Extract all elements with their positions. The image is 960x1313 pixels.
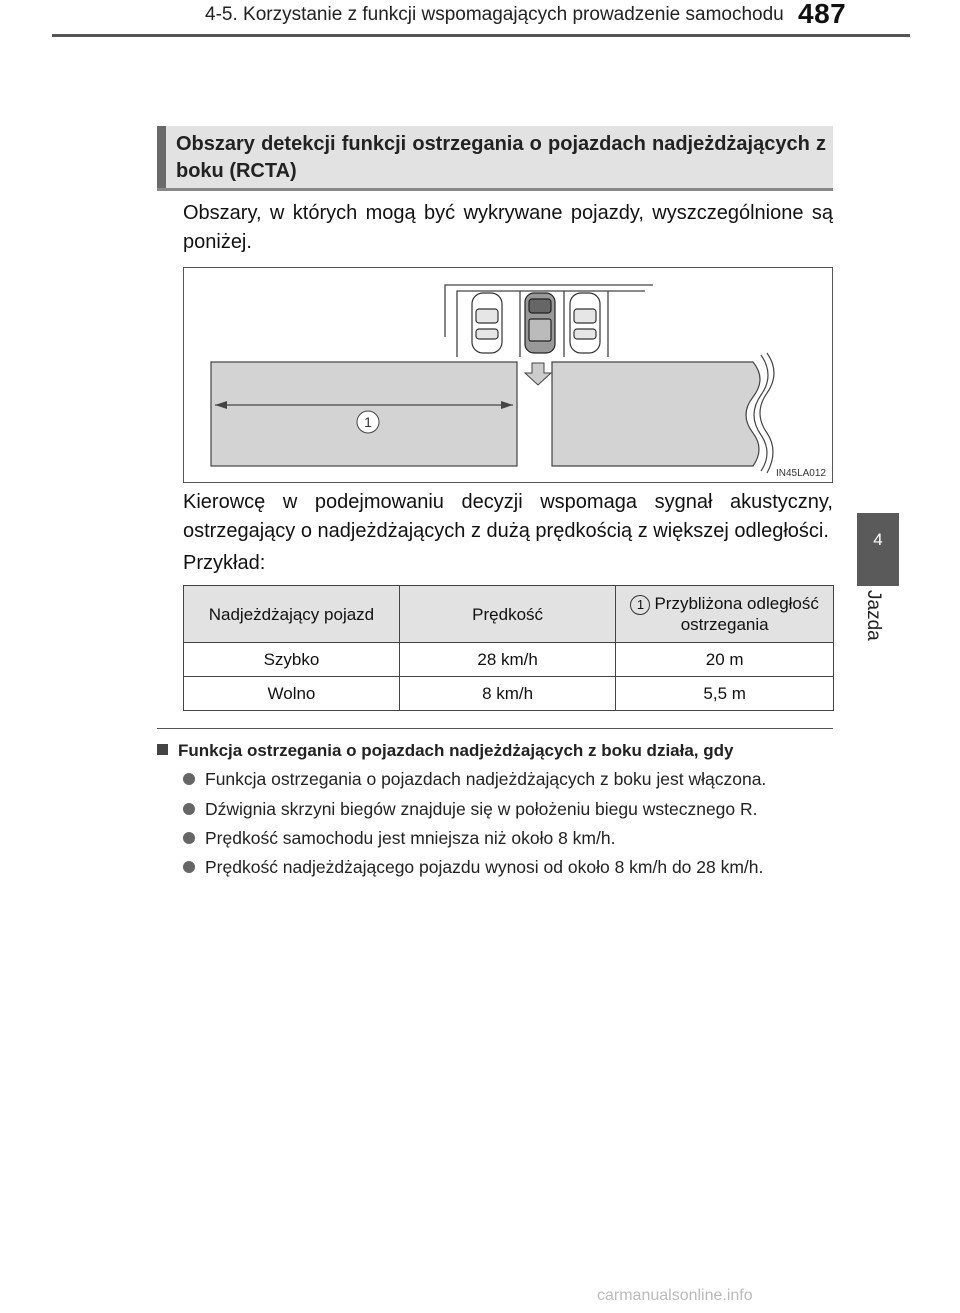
square-bullet-icon — [157, 744, 168, 755]
header-rule — [52, 34, 910, 37]
table-cell: Szybko — [184, 643, 400, 677]
list-item — [183, 828, 615, 849]
header-distance — [616, 586, 834, 643]
intro-paragraph: Obszary, w których mogą być wykrywane pojazdy, wyszczególnione są poniżej. — [183, 202, 833, 253]
footer-watermark: carmanualsonline.info — [597, 1287, 753, 1304]
table-cell: 8 km/h — [399, 677, 615, 711]
warning-distance-table — [183, 585, 834, 711]
detection-area-figure — [183, 267, 833, 483]
figure-code: IN45LA012 — [775, 468, 826, 479]
header-distance-label: Przybliżona odległość ostrzegania — [654, 594, 819, 634]
chapter-number: 4 — [873, 530, 883, 549]
parked-car-right — [570, 293, 600, 353]
parked-car-left — [472, 293, 502, 353]
list-item-text: Dźwignia skrzyni biegów znajduje się w położeniu biegu wstecznego R. — [205, 799, 758, 819]
callout-number: 1 — [364, 414, 372, 430]
table-cell: 20 m — [616, 643, 834, 677]
page-number: 487 — [798, 0, 847, 29]
list-item — [183, 769, 766, 790]
list-item — [183, 857, 763, 878]
table-cell: Wolno — [184, 677, 400, 711]
header-vehicle: Nadjeżdżający pojazd — [184, 586, 400, 643]
right-detection-area — [552, 362, 760, 466]
table-cell: 5,5 m — [616, 677, 834, 711]
table-row — [184, 643, 834, 677]
list-item-text: Prędkość samochodu jest mniejsza niż około 8 km/h. — [205, 828, 616, 848]
bullet-icon — [183, 832, 195, 844]
running-header: 4-5. Korzystanie z funkcji wspomagających prowadzenie samochodu — [205, 4, 784, 25]
section-rule — [157, 728, 833, 729]
chapter-label: Jazda — [863, 590, 884, 641]
table-cell: 28 km/h — [399, 643, 615, 677]
table-row — [184, 677, 834, 711]
list-item — [183, 799, 758, 820]
table-header-row — [184, 586, 834, 643]
own-vehicle — [525, 293, 555, 353]
bullet-icon — [183, 773, 195, 785]
list-item-text: Prędkość nadjeżdżającego pojazdu wynosi od około 8 km/h do 28 km/h. — [205, 857, 764, 877]
bullet-icon — [183, 861, 195, 873]
list-item-text: Funkcja ostrzegania o pojazdach nadjeżdżających z boku jest włączona. — [205, 769, 767, 789]
section-title: Obszary detekcji funkcji ostrzegania o pojazdach nadjeżdżających z boku (RCTA) — [176, 133, 826, 182]
header-callout: 1 — [630, 595, 650, 615]
conditions-heading-text: Funkcja ostrzegania o pojazdach nadjeżdżających z boku działa, gdy — [178, 741, 734, 760]
conditions-heading — [157, 741, 733, 761]
bullet-icon — [183, 803, 195, 815]
section-title-bar — [157, 126, 166, 188]
header-speed: Prędkość — [399, 586, 615, 643]
example-label: Przykład: — [183, 552, 266, 574]
description-paragraph: Kierowcę w podejmowaniu decyzji wspomaga sygnał akustyczny, ostrzegający o nadjeżdżających z dużą prędkością z większej odległości. — [183, 491, 833, 542]
